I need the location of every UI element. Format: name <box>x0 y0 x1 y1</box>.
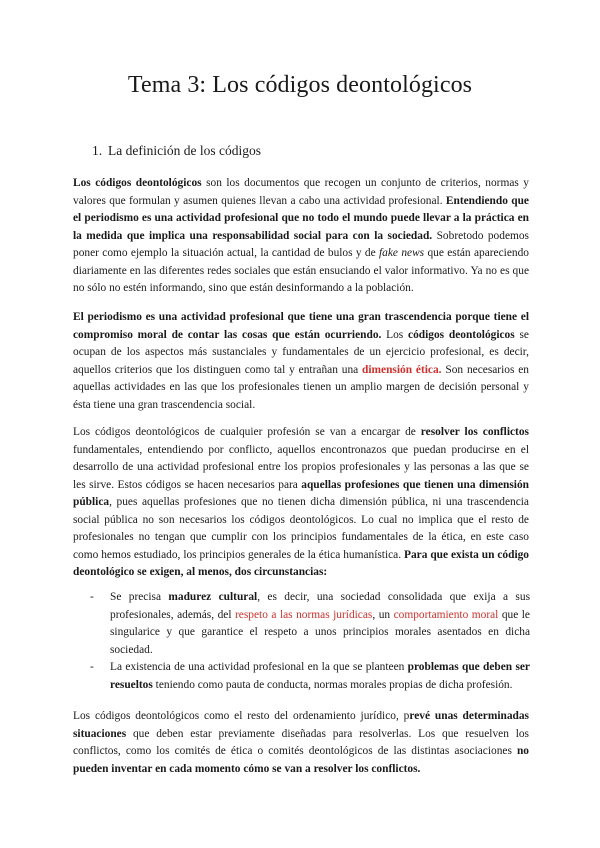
bold-text: resolver los conflictos <box>420 426 529 438</box>
section-number: 1. <box>92 143 103 158</box>
paragraph-journalism <box>73 309 529 414</box>
bold-text: problemas que deben ser resueltos <box>110 661 530 691</box>
bold-text: aquellas profesiones que tienen una dimensión pública <box>73 478 529 508</box>
body-text: Sobretodo podemos poner como ejemplo la situación actual, la cantidad de bulos y de <box>73 229 529 259</box>
paragraph-situations <box>73 708 529 778</box>
bold-text: Los códigos deontológicos <box>73 177 202 189</box>
body-text: Son necesarios en aquellas actividades en las que los profesionales tienen un amplio margen de decisión personal y ésta tiene una gran trascendencia social. <box>73 363 530 411</box>
body-text: que están apareciendo diariamente en las diferentes redes sociales que están ensuciando el valor informativo. Ya no es que no sólo no estén informando, sino que están desinformando a la población. <box>73 247 529 294</box>
bold-text: Entendiendo que el periodismo es una actividad profesional que no todo el mundo puede llevar a la práctica en la medida que implica una responsabilidad social para con la sociedad. <box>73 194 529 242</box>
highlight-text: dimensión ética. <box>362 363 442 376</box>
body-text: teniendo como pauta de conducta, normas morales propias de dicha profesión. <box>152 678 513 691</box>
section-heading-text: La definición de los códigos <box>108 143 261 158</box>
italic-text: fake news <box>379 247 425 259</box>
body-text: que deben estar previamente diseñadas para resolverlas. Los que resuelven los conflictos, como los comités de ética o comités deontológicos de las distintas asociaciones <box>73 727 529 757</box>
body-text: se ocupan de los aspectos más sustanciales y fundamentales de un ejercicio profesional, es decir, aquellos criterios que los distinguen como tal y entrañan una <box>73 328 529 376</box>
bold-text: madurez cultural <box>168 591 258 603</box>
body-text: que le singularice y que garantice el respeto a unos principios morales asentados en dicha sociedad. <box>110 608 530 656</box>
body-text: Los códigos deontológicos de cualquier profesión se van a encargar de <box>73 426 421 438</box>
section-heading <box>92 143 261 159</box>
body-text: Los códigos deontológicos como el resto del ordenamiento jurídico, p <box>73 710 410 722</box>
paragraph-definition <box>73 175 529 298</box>
bold-text: Para que exista un código deontológico se exigen, al menos, dos circunstancias: <box>73 548 529 578</box>
body-text: , es decir, una sociedad consolidada que exija a sus profesionales, además, del <box>110 591 530 621</box>
list-dash: - <box>90 661 94 673</box>
list-dash: - <box>90 591 94 603</box>
circumstances-list <box>90 589 530 694</box>
body-text: son los documentos que recogen un conjunto de criterios, normas y valores que formulan y asumen quienes llevan a cabo una actividad profesional. <box>73 177 529 207</box>
bold-text: códigos deontológicos <box>408 328 515 341</box>
list-item <box>90 589 530 659</box>
body-text: , pues aquellas profesiones que no tienen dicha dimensión pública, ni una trascendencia social pública no son necesarios los códigos deontológicos. Lo cual no implica que el resto de profesionales no tengan que cumplir con los principios fundamentales de la ética, en este caso como hemos estudiado, los principios generales de la ética humanística. <box>73 496 529 561</box>
page-title: Tema 3: Los códigos deontológicos <box>127 72 473 98</box>
body-text: Se precisa <box>110 591 169 603</box>
body-text: Los <box>381 328 409 341</box>
paragraph-conflicts <box>73 424 529 582</box>
bold-text: revé unas determinadas situaciones <box>73 710 529 740</box>
highlight-text: respeto a las normas jurídicas <box>235 608 373 621</box>
body-text: La existencia de una actividad profesional en la que se planteen <box>110 661 408 673</box>
list-item <box>90 659 530 694</box>
body-text: , un <box>372 608 394 621</box>
highlight-text: comportamiento moral <box>393 608 499 621</box>
bold-text: El periodismo es una actividad profesional que tiene una gran trascendencia porque tiene el compromiso moral de contar las cosas que están ocurriendo. <box>73 311 529 341</box>
body-text: fundamentales, entendiendo por conflicto, aquellos encontronazos que puedan producirse en el desarrollo de una actividad profesional entre los propios profesionales y las personas a las que se les sirve. Estos códigos se hacen necesarios para <box>73 443 529 491</box>
bold-text: no pueden inventar en cada momento cómo se van a resolver los conflictos. <box>73 745 529 775</box>
